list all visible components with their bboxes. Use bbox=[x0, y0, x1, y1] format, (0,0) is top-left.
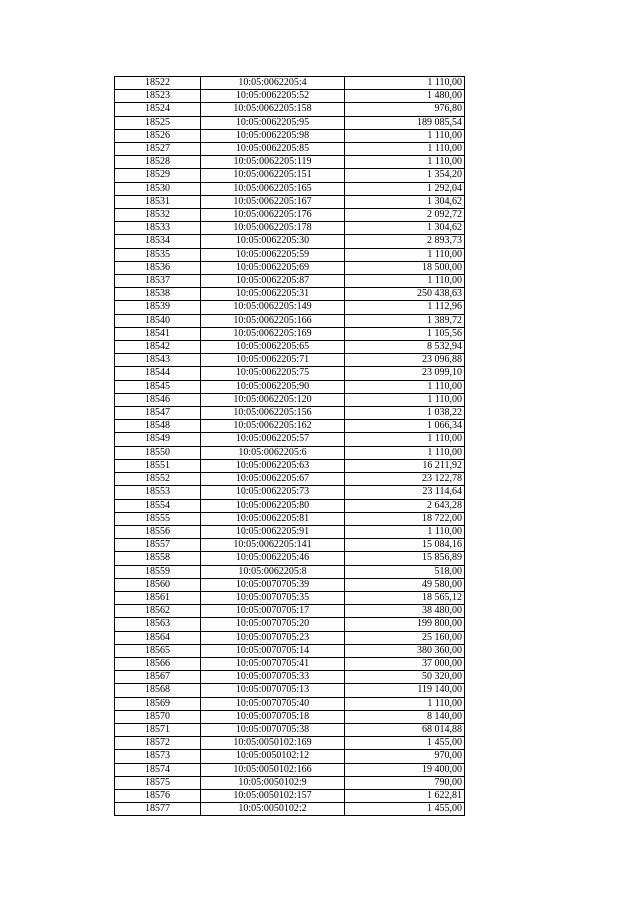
cadastral-number-cell: 10:05:0062205:81 bbox=[201, 512, 345, 525]
value-cell: 1 110,00 bbox=[345, 433, 465, 446]
value-cell: 518,00 bbox=[345, 565, 465, 578]
row-number-cell: 18560 bbox=[115, 578, 201, 591]
table-row bbox=[115, 657, 465, 670]
table-row bbox=[115, 407, 465, 420]
cadastral-number-cell: 10:05:0062205:65 bbox=[201, 341, 345, 354]
value-cell: 1 304,62 bbox=[345, 195, 465, 208]
cadastral-number-cell: 10:05:0062205:6 bbox=[201, 446, 345, 459]
row-number-cell: 18546 bbox=[115, 393, 201, 406]
cadastral-number-cell: 10:05:0062205:4 bbox=[201, 77, 345, 90]
table-row bbox=[115, 341, 465, 354]
cadastral-number-cell: 10:05:0062205:57 bbox=[201, 433, 345, 446]
row-number-cell: 18561 bbox=[115, 591, 201, 604]
table-row bbox=[115, 803, 465, 816]
row-number-cell: 18564 bbox=[115, 631, 201, 644]
value-cell: 37 000,00 bbox=[345, 657, 465, 670]
cadastral-number-cell: 10:05:0050102:9 bbox=[201, 776, 345, 789]
value-cell: 1 110,00 bbox=[345, 143, 465, 156]
table-row bbox=[115, 235, 465, 248]
table-row bbox=[115, 512, 465, 525]
value-cell: 18 722,00 bbox=[345, 512, 465, 525]
table-row bbox=[115, 684, 465, 697]
value-cell: 1 110,00 bbox=[345, 275, 465, 288]
row-number-cell: 18536 bbox=[115, 261, 201, 274]
value-cell: 1 110,00 bbox=[345, 380, 465, 393]
row-number-cell: 18570 bbox=[115, 710, 201, 723]
cadastral-number-cell: 10:05:0062205:85 bbox=[201, 143, 345, 156]
cadastral-number-cell: 10:05:0062205:80 bbox=[201, 499, 345, 512]
value-cell: 199 800,00 bbox=[345, 618, 465, 631]
table-row bbox=[115, 578, 465, 591]
value-cell: 23 096,88 bbox=[345, 354, 465, 367]
cadastral-number-cell: 10:05:0062205:119 bbox=[201, 156, 345, 169]
value-cell: 189 085,54 bbox=[345, 116, 465, 129]
row-number-cell: 18549 bbox=[115, 433, 201, 446]
table-row bbox=[115, 156, 465, 169]
table-row bbox=[115, 380, 465, 393]
table-row bbox=[115, 103, 465, 116]
value-cell: 1 292,04 bbox=[345, 182, 465, 195]
row-number-cell: 18535 bbox=[115, 248, 201, 261]
value-cell: 19 400,00 bbox=[345, 763, 465, 776]
cadastral-number-cell: 10:05:0070705:40 bbox=[201, 697, 345, 710]
row-number-cell: 18533 bbox=[115, 222, 201, 235]
cadastral-number-cell: 10:05:0062205:87 bbox=[201, 275, 345, 288]
value-cell: 2 893,73 bbox=[345, 235, 465, 248]
table-row bbox=[115, 552, 465, 565]
table-row bbox=[115, 354, 465, 367]
value-cell: 38 480,00 bbox=[345, 605, 465, 618]
row-number-cell: 18543 bbox=[115, 354, 201, 367]
cadastral-number-cell: 10:05:0062205:31 bbox=[201, 288, 345, 301]
row-number-cell: 18545 bbox=[115, 380, 201, 393]
value-cell: 50 320,00 bbox=[345, 671, 465, 684]
table-row bbox=[115, 222, 465, 235]
cadastral-number-cell: 10:05:0062205:59 bbox=[201, 248, 345, 261]
table-row bbox=[115, 275, 465, 288]
table-row bbox=[115, 737, 465, 750]
table-row bbox=[115, 671, 465, 684]
table-row bbox=[115, 327, 465, 340]
row-number-cell: 18563 bbox=[115, 618, 201, 631]
row-number-cell: 18572 bbox=[115, 737, 201, 750]
row-number-cell: 18532 bbox=[115, 209, 201, 222]
value-cell: 8 532,94 bbox=[345, 341, 465, 354]
row-number-cell: 18547 bbox=[115, 407, 201, 420]
row-number-cell: 18558 bbox=[115, 552, 201, 565]
row-number-cell: 18556 bbox=[115, 525, 201, 538]
value-cell: 2 643,28 bbox=[345, 499, 465, 512]
cadastral-number-cell: 10:05:0062205:178 bbox=[201, 222, 345, 235]
table-row bbox=[115, 486, 465, 499]
cadastral-number-cell: 10:05:0050102:12 bbox=[201, 750, 345, 763]
table-row bbox=[115, 459, 465, 472]
cadastral-number-cell: 10:05:0062205:120 bbox=[201, 393, 345, 406]
row-number-cell: 18554 bbox=[115, 499, 201, 512]
row-number-cell: 18550 bbox=[115, 446, 201, 459]
cadastral-number-cell: 10:05:0062205:73 bbox=[201, 486, 345, 499]
value-cell: 25 160,00 bbox=[345, 631, 465, 644]
cadastral-number-cell: 10:05:0070705:38 bbox=[201, 723, 345, 736]
row-number-cell: 18527 bbox=[115, 143, 201, 156]
cadastral-number-cell: 10:05:0070705:14 bbox=[201, 644, 345, 657]
row-number-cell: 18542 bbox=[115, 341, 201, 354]
cadastral-number-cell: 10:05:0062205:141 bbox=[201, 539, 345, 552]
cadastral-number-cell: 10:05:0062205:63 bbox=[201, 459, 345, 472]
row-number-cell: 18569 bbox=[115, 697, 201, 710]
table-row bbox=[115, 393, 465, 406]
value-cell: 18 500,00 bbox=[345, 261, 465, 274]
value-cell: 1 110,00 bbox=[345, 525, 465, 538]
value-cell: 1 110,00 bbox=[345, 697, 465, 710]
value-cell: 1 354,20 bbox=[345, 169, 465, 182]
row-number-cell: 18553 bbox=[115, 486, 201, 499]
row-number-cell: 18540 bbox=[115, 314, 201, 327]
table-row bbox=[115, 288, 465, 301]
value-cell: 790,00 bbox=[345, 776, 465, 789]
cadastral-number-cell: 10:05:0070705:33 bbox=[201, 671, 345, 684]
table-row bbox=[115, 169, 465, 182]
cadastral-number-cell: 10:05:0062205:90 bbox=[201, 380, 345, 393]
table-row bbox=[115, 367, 465, 380]
value-cell: 1 110,00 bbox=[345, 446, 465, 459]
table-row bbox=[115, 697, 465, 710]
value-cell: 1 110,00 bbox=[345, 248, 465, 261]
value-cell: 8 140,00 bbox=[345, 710, 465, 723]
value-cell: 976,80 bbox=[345, 103, 465, 116]
cadastral-number-cell: 10:05:0050102:157 bbox=[201, 789, 345, 802]
value-cell: 49 580,00 bbox=[345, 578, 465, 591]
cadastral-number-cell: 10:05:0070705:41 bbox=[201, 657, 345, 670]
value-cell: 380 360,00 bbox=[345, 644, 465, 657]
value-cell: 23 122,78 bbox=[345, 473, 465, 486]
table-row bbox=[115, 143, 465, 156]
value-cell: 250 438,63 bbox=[345, 288, 465, 301]
cadastral-number-cell: 10:05:0050102:2 bbox=[201, 803, 345, 816]
cadastral-number-cell: 10:05:0062205:151 bbox=[201, 169, 345, 182]
table-row bbox=[115, 129, 465, 142]
row-number-cell: 18523 bbox=[115, 90, 201, 103]
row-number-cell: 18568 bbox=[115, 684, 201, 697]
table-row bbox=[115, 525, 465, 538]
row-number-cell: 18557 bbox=[115, 539, 201, 552]
table-row bbox=[115, 776, 465, 789]
table-row bbox=[115, 314, 465, 327]
table-row bbox=[115, 77, 465, 90]
row-number-cell: 18562 bbox=[115, 605, 201, 618]
table-row bbox=[115, 248, 465, 261]
cadastral-number-cell: 10:05:0062205:30 bbox=[201, 235, 345, 248]
table-row bbox=[115, 789, 465, 802]
row-number-cell: 18528 bbox=[115, 156, 201, 169]
row-number-cell: 18566 bbox=[115, 657, 201, 670]
value-cell: 23 114,64 bbox=[345, 486, 465, 499]
value-cell: 15 856,89 bbox=[345, 552, 465, 565]
table-row bbox=[115, 618, 465, 631]
row-number-cell: 18531 bbox=[115, 195, 201, 208]
row-number-cell: 18565 bbox=[115, 644, 201, 657]
row-number-cell: 18525 bbox=[115, 116, 201, 129]
value-cell: 1 480,00 bbox=[345, 90, 465, 103]
table-row bbox=[115, 182, 465, 195]
row-number-cell: 18575 bbox=[115, 776, 201, 789]
table-row bbox=[115, 301, 465, 314]
value-cell: 1 455,00 bbox=[345, 803, 465, 816]
registry-table-body bbox=[115, 77, 465, 816]
cadastral-number-cell: 10:05:0062205:166 bbox=[201, 314, 345, 327]
cadastral-number-cell: 10:05:0062205:95 bbox=[201, 116, 345, 129]
table-row bbox=[115, 723, 465, 736]
cadastral-number-cell: 10:05:0050102:166 bbox=[201, 763, 345, 776]
row-number-cell: 18552 bbox=[115, 473, 201, 486]
cadastral-number-cell: 10:05:0070705:13 bbox=[201, 684, 345, 697]
value-cell: 15 084,16 bbox=[345, 539, 465, 552]
table-row bbox=[115, 473, 465, 486]
cadastral-number-cell: 10:05:0070705:23 bbox=[201, 631, 345, 644]
table-row bbox=[115, 116, 465, 129]
registry-table bbox=[114, 76, 465, 816]
value-cell: 1 110,00 bbox=[345, 393, 465, 406]
row-number-cell: 18537 bbox=[115, 275, 201, 288]
value-cell: 1 110,00 bbox=[345, 156, 465, 169]
row-number-cell: 18541 bbox=[115, 327, 201, 340]
row-number-cell: 18530 bbox=[115, 182, 201, 195]
table-row bbox=[115, 763, 465, 776]
row-number-cell: 18574 bbox=[115, 763, 201, 776]
table-row bbox=[115, 605, 465, 618]
cadastral-number-cell: 10:05:0062205:67 bbox=[201, 473, 345, 486]
row-number-cell: 18571 bbox=[115, 723, 201, 736]
row-number-cell: 18555 bbox=[115, 512, 201, 525]
value-cell: 18 565,12 bbox=[345, 591, 465, 604]
row-number-cell: 18567 bbox=[115, 671, 201, 684]
cadastral-number-cell: 10:05:0062205:167 bbox=[201, 195, 345, 208]
cadastral-number-cell: 10:05:0062205:46 bbox=[201, 552, 345, 565]
table-row bbox=[115, 433, 465, 446]
table-row bbox=[115, 750, 465, 763]
table-row bbox=[115, 90, 465, 103]
row-number-cell: 18577 bbox=[115, 803, 201, 816]
cadastral-number-cell: 10:05:0050102:169 bbox=[201, 737, 345, 750]
table-row bbox=[115, 565, 465, 578]
row-number-cell: 18529 bbox=[115, 169, 201, 182]
value-cell: 1 105,56 bbox=[345, 327, 465, 340]
value-cell: 1 389,72 bbox=[345, 314, 465, 327]
cadastral-number-cell: 10:05:0062205:149 bbox=[201, 301, 345, 314]
row-number-cell: 18526 bbox=[115, 129, 201, 142]
row-number-cell: 18548 bbox=[115, 420, 201, 433]
row-number-cell: 18539 bbox=[115, 301, 201, 314]
cadastral-number-cell: 10:05:0062205:162 bbox=[201, 420, 345, 433]
value-cell: 2 092,72 bbox=[345, 209, 465, 222]
value-cell: 23 099,10 bbox=[345, 367, 465, 380]
value-cell: 1 038,22 bbox=[345, 407, 465, 420]
cadastral-number-cell: 10:05:0062205:69 bbox=[201, 261, 345, 274]
row-number-cell: 18538 bbox=[115, 288, 201, 301]
value-cell: 1 455,00 bbox=[345, 737, 465, 750]
table-row bbox=[115, 209, 465, 222]
cadastral-number-cell: 10:05:0062205:91 bbox=[201, 525, 345, 538]
cadastral-number-cell: 10:05:0062205:169 bbox=[201, 327, 345, 340]
row-number-cell: 18573 bbox=[115, 750, 201, 763]
table-row bbox=[115, 591, 465, 604]
cadastral-number-cell: 10:05:0070705:39 bbox=[201, 578, 345, 591]
value-cell: 1 110,00 bbox=[345, 77, 465, 90]
cadastral-number-cell: 10:05:0062205:156 bbox=[201, 407, 345, 420]
table-row bbox=[115, 644, 465, 657]
cadastral-number-cell: 10:05:0062205:176 bbox=[201, 209, 345, 222]
cadastral-number-cell: 10:05:0070705:20 bbox=[201, 618, 345, 631]
value-cell: 68 014,88 bbox=[345, 723, 465, 736]
value-cell: 1 112,96 bbox=[345, 301, 465, 314]
table-row bbox=[115, 420, 465, 433]
value-cell: 1 622,81 bbox=[345, 789, 465, 802]
value-cell: 970,00 bbox=[345, 750, 465, 763]
cadastral-number-cell: 10:05:0062205:165 bbox=[201, 182, 345, 195]
table-row bbox=[115, 631, 465, 644]
value-cell: 16 211,92 bbox=[345, 459, 465, 472]
cadastral-number-cell: 10:05:0062205:98 bbox=[201, 129, 345, 142]
row-number-cell: 18522 bbox=[115, 77, 201, 90]
row-number-cell: 18524 bbox=[115, 103, 201, 116]
row-number-cell: 18559 bbox=[115, 565, 201, 578]
cadastral-number-cell: 10:05:0062205:71 bbox=[201, 354, 345, 367]
cadastral-number-cell: 10:05:0070705:17 bbox=[201, 605, 345, 618]
value-cell: 1 304,62 bbox=[345, 222, 465, 235]
cadastral-number-cell: 10:05:0070705:35 bbox=[201, 591, 345, 604]
row-number-cell: 18551 bbox=[115, 459, 201, 472]
cadastral-number-cell: 10:05:0070705:18 bbox=[201, 710, 345, 723]
table-row bbox=[115, 539, 465, 552]
table-row bbox=[115, 710, 465, 723]
table-row bbox=[115, 261, 465, 274]
cadastral-number-cell: 10:05:0062205:8 bbox=[201, 565, 345, 578]
value-cell: 1 066,34 bbox=[345, 420, 465, 433]
value-cell: 1 110,00 bbox=[345, 129, 465, 142]
row-number-cell: 18534 bbox=[115, 235, 201, 248]
table-row bbox=[115, 499, 465, 512]
row-number-cell: 18576 bbox=[115, 789, 201, 802]
cadastral-number-cell: 10:05:0062205:52 bbox=[201, 90, 345, 103]
table-row bbox=[115, 195, 465, 208]
value-cell: 119 140,00 bbox=[345, 684, 465, 697]
cadastral-number-cell: 10:05:0062205:75 bbox=[201, 367, 345, 380]
cadastral-number-cell: 10:05:0062205:158 bbox=[201, 103, 345, 116]
row-number-cell: 18544 bbox=[115, 367, 201, 380]
table-row bbox=[115, 446, 465, 459]
